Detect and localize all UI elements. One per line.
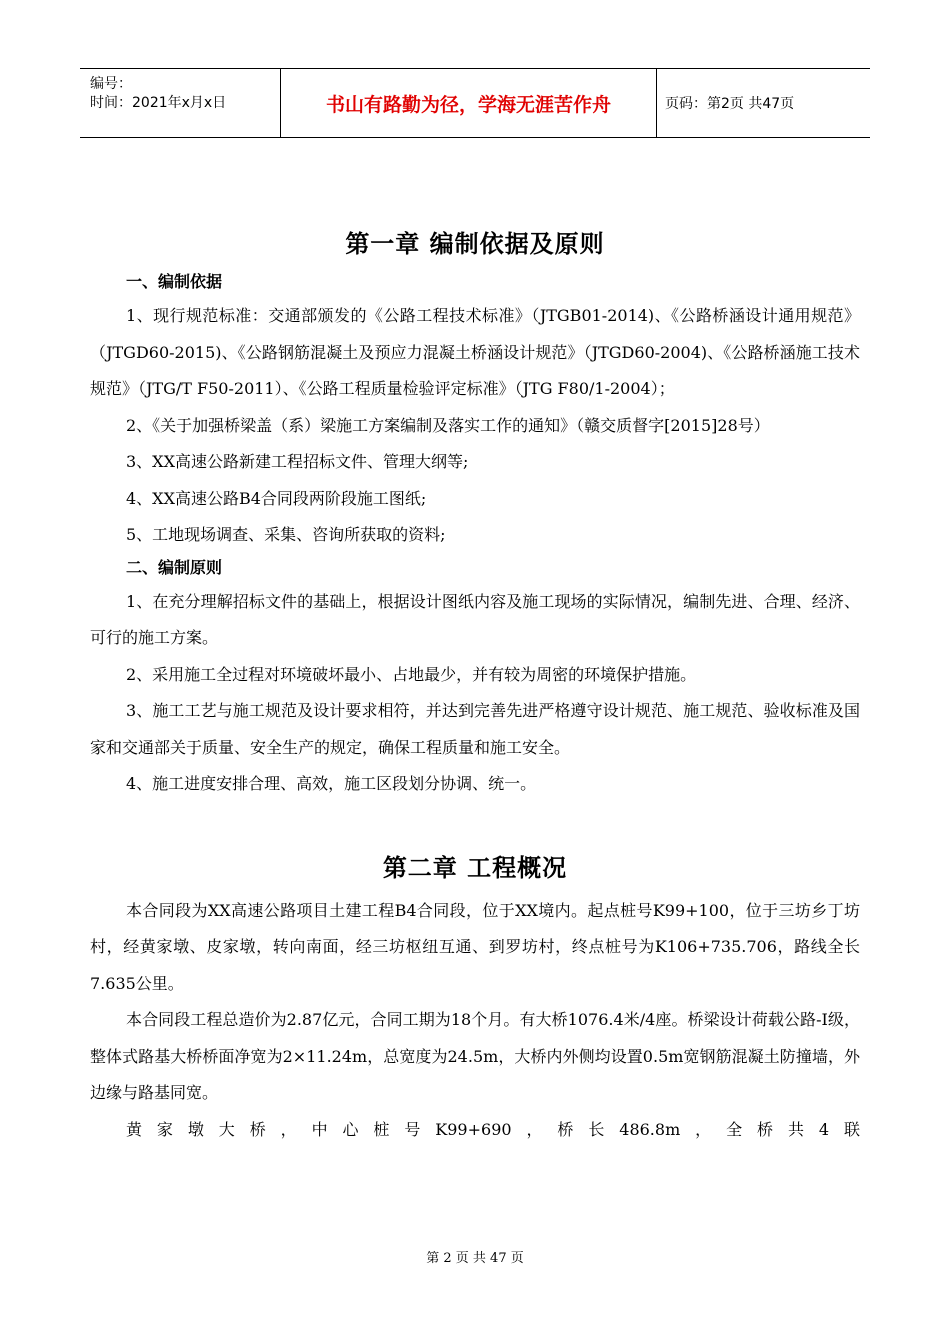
paragraph: 5、工地现场调查、采集、咨询所获取的资料;	[126, 525, 446, 544]
section2-title: 二、编制原则	[126, 557, 223, 577]
paragraph: 3、XX高速公路新建工程招标文件、管理大纲等;	[126, 452, 469, 471]
document-body	[90, 220, 860, 1148]
chapter1-title: 第一章 编制依据及原则	[345, 230, 605, 258]
paragraph: 黄家墩大桥，中心桩号K99+690，桥长486.8m，全桥共4联	[126, 1119, 860, 1139]
paragraph: 4、XX高速公路B4合同段两阶段施工图纸;	[126, 488, 427, 508]
paragraph: 1、在充分理解招标文件的基础上，根据设计图纸内容及施工现场的实际情况，编制先进、合理、经济、可行的施工方案。	[90, 591, 860, 647]
paragraph: 本合同段为XX高速公路项目土建工程B4合同段，位于XX境内。起点桩号K99+100，位于三坊乡丁坊村，经黄家墩、皮家墩，转向南面，经三坊枢纽互通、到罗坊村，终点桩号为K106+735.706，路线全长7.635公里。	[90, 900, 860, 993]
number-label: 编号：	[90, 76, 132, 92]
paragraph: 1、现行规范标准：交通部颁发的《公路工程技术标准》（JTGB01-2014)、《公路桥涵设计通用规范》（JTGD60-2015)、《公路钢筋混凝土及预应力混凝土桥涵设计规范》（JTGD60-2004)、《公路桥涵施工技术规范》（JTG/T F50-2011）、《公路工程质量检验评定标准》（JTG F80/1-2004）；	[90, 306, 860, 398]
time-label: 时间：2021年x月x日	[90, 95, 227, 111]
page-footer: 第 2 页 共 47 页	[426, 1251, 524, 1266]
paragraph: 2、采用施工全过程对环境破坏最小、占地最少，并有较为周密的环境保护措施。	[126, 664, 697, 684]
paragraph: 本合同段工程总造价为2.87亿元，合同工期为18个月。有大桥1076.4米/4座。桥梁设计荷载公路-Ⅰ级，整体式路基大桥桥面净宽为2×11.24m，总宽度为24.5m，大桥内外侧均设置0.5m宽钢筋混凝土防撞墙，外边缘与路基同宽。	[90, 1010, 860, 1102]
section1-title: 一、编制依据	[126, 272, 223, 291]
header-motto: 书山有路勤为径，学海无涯苦作舟	[281, 69, 657, 137]
chapter2-title: 第二章 工程概况	[382, 853, 568, 882]
header-page-info: 页码：第2页 共47页	[665, 96, 795, 112]
header-meta	[80, 69, 281, 137]
page-header	[80, 68, 870, 138]
paragraph: 4、施工进度安排合理、高效，施工区段划分协调、统一。	[126, 774, 537, 793]
paragraph: 2、《关于加强桥梁盖（系）梁施工方案编制及落实工作的通知》（赣交质督字[2015]28号）	[126, 415, 770, 435]
paragraph: 3、施工工艺与施工规范及设计要求相符，并达到完善先进严格遵守设计规范、施工规范、验收标准及国家和交通部关于质量、安全生产的规定，确保工程质量和施工安全。	[90, 701, 860, 757]
